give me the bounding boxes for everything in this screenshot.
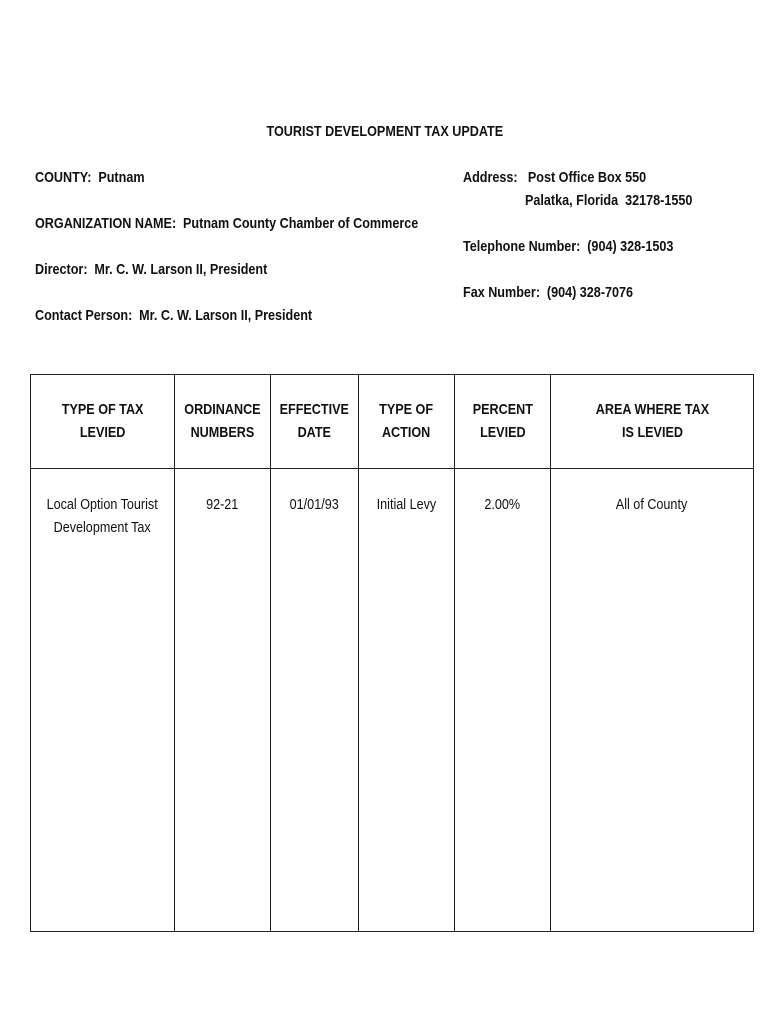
contact-label: Contact Person: <box>35 307 133 324</box>
address-line2: Palatka, Florida 32178-1550 <box>525 192 693 209</box>
tax-table <box>30 374 754 932</box>
table-header-row <box>31 375 754 469</box>
fax-label: Fax Number: <box>463 284 541 301</box>
cell-area: All of County <box>551 469 754 932</box>
organization-value: Putnam County Chamber of Commerce <box>183 215 419 232</box>
cell-effective-date: 01/01/93 <box>271 469 359 932</box>
contact-field <box>35 307 365 324</box>
organization-label: ORGANIZATION NAME: <box>35 215 177 232</box>
document-title: TOURIST DEVELOPMENT TAX UPDATE <box>266 123 504 140</box>
header-percent-levied: PERCENT LEVIED <box>455 375 551 469</box>
county-value: Putnam <box>98 169 145 186</box>
header-ordinance: ORDINANCE NUMBERS <box>175 375 271 469</box>
address-block <box>463 169 724 215</box>
telephone-field <box>463 238 713 255</box>
header-area: AREA WHERE TAX IS LEVIED <box>551 375 754 469</box>
telephone-label: Telephone Number: <box>463 238 581 255</box>
cell-ordinance: 92-21 <box>175 469 271 932</box>
address-line1: Post Office Box 550 <box>527 169 647 186</box>
organization-field <box>35 215 491 232</box>
director-label: Director: <box>35 261 88 278</box>
director-value: Mr. C. W. Larson II, President <box>94 261 268 278</box>
address-label: Address: <box>463 169 518 186</box>
table-row <box>31 469 754 932</box>
fax-field <box>463 284 665 301</box>
county-field <box>35 169 165 186</box>
director-field <box>35 261 312 278</box>
county-label: COUNTY: <box>35 169 92 186</box>
fax-value: (904) 328-7076 <box>546 284 634 301</box>
header-type-of-tax: TYPE OF TAX LEVIED <box>31 375 175 469</box>
contact-value: Mr. C. W. Larson II, President <box>139 307 313 324</box>
cell-type-of-tax: Local Option Tourist Development Tax <box>31 469 175 932</box>
header-effective-date: EFFECTIVE DATE <box>271 375 359 469</box>
cell-percent: 2.00% <box>455 469 551 932</box>
header-type-of-action: TYPE OF ACTION <box>359 375 455 469</box>
cell-action: Initial Levy <box>359 469 455 932</box>
telephone-value: (904) 328-1503 <box>587 238 674 255</box>
